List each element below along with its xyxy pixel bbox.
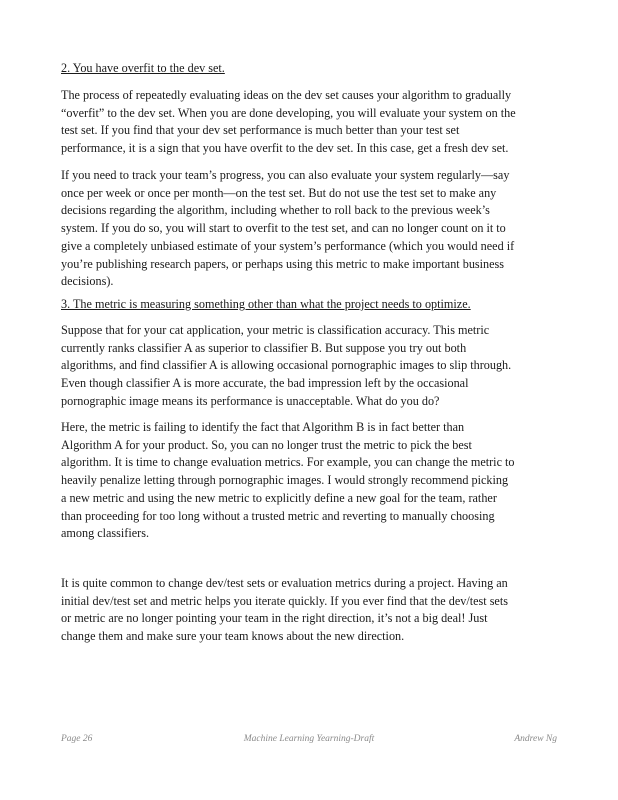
text-line: you’re publishing research papers, or perhaps using this metric to make important business [61, 256, 505, 271]
text-line: give a completely unbiased estimate of your system’s performance (which you would need if [61, 238, 515, 253]
footer-book-title: Machine Learning Yearning-Draft [243, 734, 375, 744]
footer-author: Andrew Ng [514, 734, 557, 744]
text-line: performance, it is a sign that you have overfit to the dev set. In this case, get a fresh dev set. [61, 141, 509, 156]
text-line: test set. If you find that your dev set performance is much better than your test set [61, 123, 460, 138]
text-line: algorithm. It is time to change evaluation metrics. For example, you can change the metric to [61, 455, 515, 470]
text-line: decisions). [61, 274, 114, 289]
paragraph-overfit-process [61, 87, 561, 158]
text-line: than proceeding for too long without a trusted metric and reverting to manually choosing [61, 508, 495, 523]
text-line: The process of repeatedly evaluating ideas on the dev set causes your algorithm to gradually [61, 88, 512, 102]
paragraph-cat-application [61, 322, 561, 411]
paragraph-common-change [61, 575, 561, 646]
text-line: “overfit” to the dev set. When you are done developing, you will evaluate your system on the [61, 105, 516, 120]
text-line: decisions regarding the algorithm, including whether to roll back to the previous week’s [61, 203, 490, 218]
text-line: Suppose that for your cat application, your metric is classification accuracy. This metric [61, 323, 490, 337]
text-line: change them and make sure your team knows about the new direction. [61, 629, 405, 644]
text-line: Even though classifier A is more accurate, the bad impression left by the occasional [61, 376, 469, 391]
text-line: system. If you do so, you will start to overfit to the test set, and can no longer count on it to [61, 221, 506, 236]
text-line: Algorithm A for your product. So, you can no longer trust the metric to pick the best [61, 437, 472, 452]
footer-page-number: Page 26 [61, 734, 93, 744]
section-heading-overfit: 2. You have overfit to the dev set. [61, 61, 225, 75]
text-line: among classifiers. [61, 526, 149, 541]
paragraph-track-progress [61, 167, 561, 291]
text-line: algorithms, and find classifier A is allowing occasional pornographic images to slip through. [61, 358, 512, 373]
text-line: or metric are no longer pointing your team in the right direction, it’s not a big deal! Just [61, 611, 488, 626]
paragraph-change-metric [61, 419, 561, 543]
text-line: Here, the metric is failing to identify the fact that Algorithm B is in fact better than [61, 420, 465, 434]
section-heading-metric: 3. The metric is measuring something other than what the project needs to optimize. [61, 297, 471, 311]
text-line: If you need to track your team’s progress, you can also evaluate your system regularly—say [61, 168, 510, 182]
text-line: currently ranks classifier A as superior to classifier B. But suppose you try out both [61, 340, 467, 355]
text-line: heavily penalize letting through pornographic images. I would strongly recommend picking [61, 473, 509, 488]
text-line: a new metric and using the new metric to explicitly define a new goal for the team, rather [61, 490, 497, 505]
text-line: initial dev/test set and metric helps you iterate quickly. If you ever find that the dev/test sets [61, 593, 508, 608]
text-line: pornographic image means its performance is unacceptable. What do you do? [61, 393, 440, 408]
text-line: It is quite common to change dev/test sets or evaluation metrics during a project. Having an [61, 576, 508, 590]
text-line: once per week or once per month—on the test set. But do not use the test set to make any [61, 185, 497, 200]
